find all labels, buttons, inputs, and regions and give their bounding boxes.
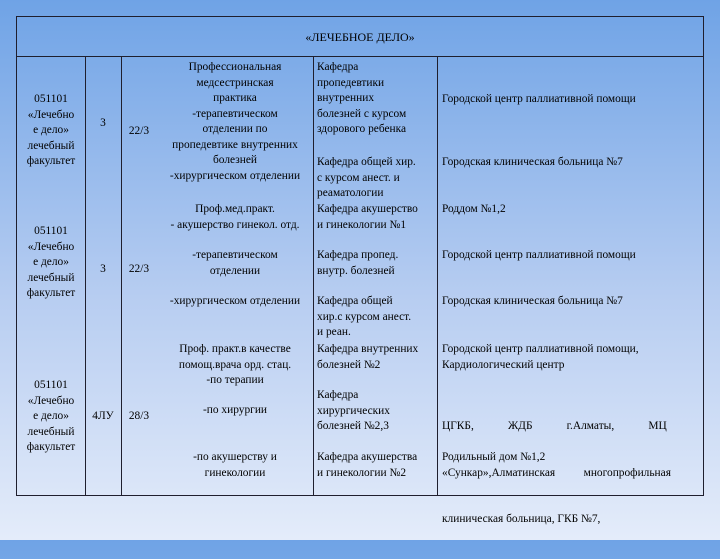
practice-cell (157, 60, 313, 184)
department-line: болезней №2 (317, 358, 381, 371)
practice-line: практика (213, 92, 257, 104)
practice-cell (157, 342, 313, 389)
base-line: Кардиологический центр (442, 358, 565, 371)
course-cell: 3 (100, 117, 106, 129)
practice-line: отделении по (202, 123, 268, 135)
base-cell (442, 342, 700, 373)
department-line: пропедевтики (317, 76, 385, 89)
department-cell (317, 388, 435, 435)
base-line: Городской центр паллиативной помощи (442, 249, 636, 261)
department-line: реаматологии (317, 187, 384, 199)
practice-line: Проф.мед.практ. (195, 203, 275, 215)
specialty-cell (17, 378, 85, 456)
base-cell (442, 388, 700, 559)
practice-line: болезней (213, 154, 257, 166)
column-divider (437, 57, 438, 495)
department-line: Кафедра (317, 389, 359, 401)
department-cell (317, 248, 435, 279)
department-cell (317, 155, 435, 202)
base-cell (442, 294, 700, 310)
practice-line: -по терапии (206, 374, 264, 386)
department-line: и гинекологии №1 (317, 218, 407, 231)
department-line: хирургических (317, 404, 390, 417)
base-cell (442, 248, 700, 264)
specialty-line: лечебный (27, 139, 75, 152)
base-cell (442, 202, 700, 218)
department-line: с курсом анест. и (317, 171, 400, 184)
base-line: клиническая больница, ГКБ №7, (442, 513, 601, 525)
specialty-code: 051101 (34, 93, 68, 105)
department-cell (317, 294, 435, 341)
department-cell (317, 342, 435, 373)
department-line: Кафедра пропед. (317, 249, 399, 261)
specialty-cell (17, 92, 85, 170)
department-cell (317, 450, 435, 481)
hours-cell: 22/3 (128, 263, 150, 275)
specialty-line: «Лечебно (27, 108, 75, 121)
specialty-line: факультет (26, 441, 76, 453)
base-cell (442, 92, 700, 108)
department-line: Кафедра общей хир. (317, 156, 416, 168)
table-title: «ЛЕЧЕБНОЕ ДЕЛО» (17, 17, 703, 57)
base-line: Родильный дом №1,2 (442, 451, 546, 463)
specialty-code: 051101 (34, 225, 68, 237)
base-line: Городской центр паллиативной помощи (442, 93, 636, 105)
specialty-line: е дело» (33, 256, 69, 268)
department-line: внутр. болезней (317, 264, 395, 277)
department-cell (317, 60, 435, 138)
department-line: и гинекологии №2 (317, 466, 407, 479)
base-cell (442, 450, 700, 466)
practice-cell (157, 202, 313, 233)
department-line: Кафедра (317, 61, 359, 73)
department-line: внутренних (317, 92, 375, 104)
practice-line: -терапевтическом (192, 107, 278, 120)
specialty-code: 051101 (34, 379, 68, 391)
base-line: Городской центр паллиативной помощи, (442, 343, 639, 355)
base-line: Городская клиническая больница №7 (442, 295, 623, 307)
practice-line: гинекологии (204, 466, 266, 479)
specialty-line: «Лечебно (27, 240, 75, 253)
course-cell: 3 (100, 263, 106, 275)
department-line: Кафедра общей (317, 295, 393, 307)
practice-table (16, 16, 704, 525)
practice-line: -хирургическом отделении (169, 295, 301, 307)
base-cell (442, 155, 700, 171)
department-line: Кафедра внутренних (317, 343, 419, 355)
practice-line: Проф. практ.в качестве (179, 343, 291, 355)
base-line: Роддом №1,2 (442, 203, 506, 215)
practice-line: -хирургическом отделении (169, 169, 301, 182)
practice-line: отделении (209, 264, 261, 277)
specialty-line: факультет (26, 155, 76, 167)
practice-cell (157, 248, 313, 279)
course-cell: 4ЛУ (92, 410, 114, 422)
base-line: ЦГКБ, ЖДБ г.Алматы, МЦ (442, 420, 667, 432)
specialty-cell (17, 224, 85, 302)
hours-cell: 22/3 (128, 125, 150, 137)
base-line: Городская клиническая больница №7 (442, 156, 623, 168)
practice-line: -по акушерству и (193, 451, 277, 463)
practice-line: помощ.врача орд. стац. (178, 358, 292, 371)
department-line: и реан. (317, 326, 351, 338)
practice-line: медсестринская (196, 76, 274, 89)
practice-line: -терапевтическом (192, 249, 278, 261)
column-divider (313, 57, 314, 495)
practice-line: -по хирургии (202, 404, 268, 416)
base-line: «Сункар»,Алматинская многопрофильная (442, 466, 671, 479)
department-line: болезней с курсом (317, 107, 407, 120)
specialty-line: «Лечебно (27, 394, 75, 407)
specialty-line: лечебный (27, 425, 75, 438)
practice-cell (157, 450, 313, 481)
specialty-line: лечебный (27, 271, 75, 284)
practice-line: пропедевтике внутренних (172, 138, 298, 151)
practice-cell (157, 403, 313, 419)
department-line: болезней №2,3 (317, 420, 389, 432)
department-line: здорового ребенка (317, 123, 407, 135)
practice-line: Профессиональная (188, 61, 282, 73)
practice-line: - акушерство гинекол. отд. (170, 218, 300, 231)
department-line: хир.с курсом анест. (317, 310, 412, 323)
hours-cell: 28/3 (128, 410, 150, 422)
practice-cell (157, 294, 313, 310)
specialty-line: факультет (26, 287, 76, 299)
specialty-line: е дело» (33, 410, 69, 422)
specialty-line: е дело» (33, 124, 69, 136)
department-cell (317, 202, 435, 233)
department-line: Кафедра акушерства (317, 451, 418, 463)
department-line: Кафедра акушерство (317, 203, 418, 215)
